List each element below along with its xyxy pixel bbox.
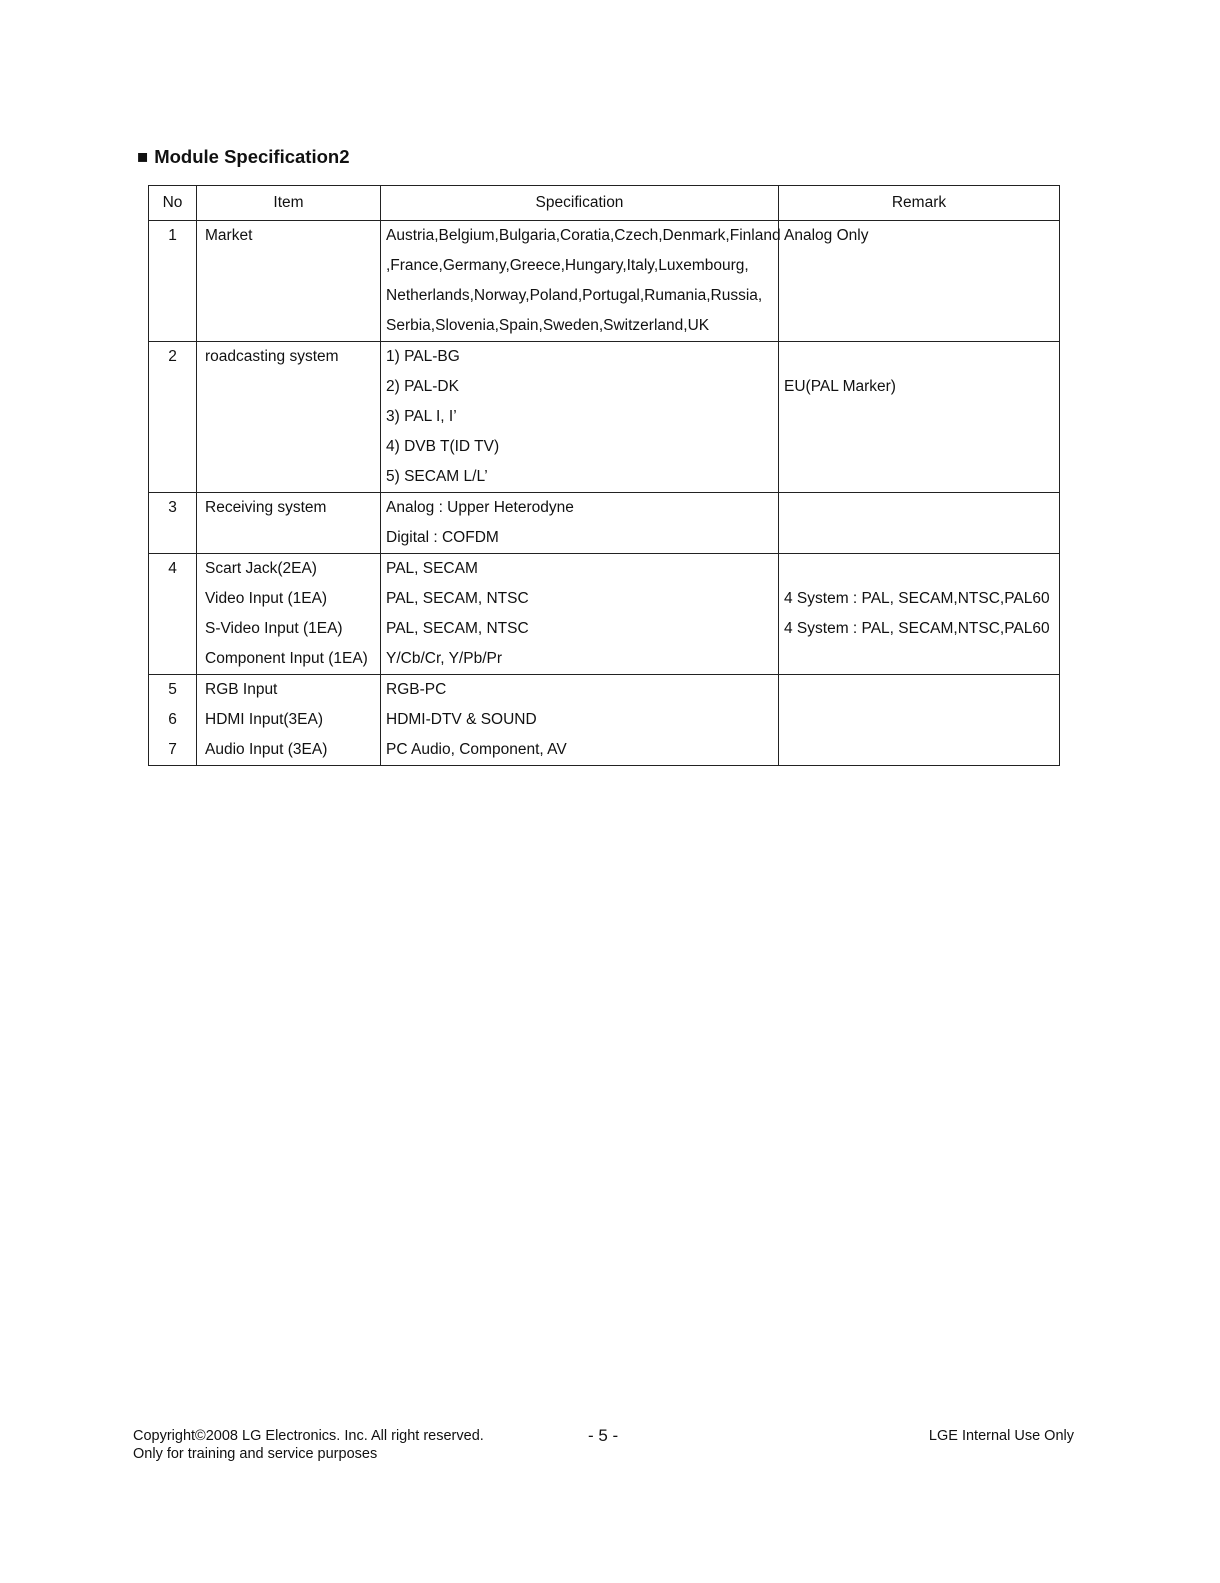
square-bullet-icon: ■ <box>137 146 149 167</box>
remark-cell <box>779 493 1060 554</box>
spec-line: HDMI-DTV & SOUND <box>386 711 537 728</box>
spec-line: PAL, SECAM <box>386 560 478 577</box>
remark-line: 4 System : PAL, SECAM,NTSC,PAL60 <box>784 620 1050 637</box>
footer-internal-notice: LGE Internal Use Only <box>928 1428 1074 1444</box>
item-line: HDMI Input(3EA) <box>205 711 324 728</box>
table-row <box>149 554 1060 675</box>
module-spec-table <box>148 185 1060 766</box>
spec-line: PAL, SECAM, NTSC <box>386 620 529 637</box>
remark-line <box>779 554 1059 584</box>
item-line: Audio Input (3EA) <box>205 741 328 758</box>
spec-line: Austria,Belgium,Bulgaria,Coratia,Czech,Denmark,Finland <box>386 227 781 244</box>
table-body <box>149 221 1060 766</box>
item-cell <box>197 221 381 342</box>
remark-line <box>779 342 1059 372</box>
spec-line: Analog : Upper Heterodyne <box>386 499 574 516</box>
remark-line: 4 System : PAL, SECAM,NTSC,PAL60 <box>784 590 1050 607</box>
row-number-cell <box>149 342 197 493</box>
remark-cell <box>779 221 1060 342</box>
remark-cell <box>779 342 1060 493</box>
specification-cell <box>381 675 779 766</box>
item-cell <box>197 493 381 554</box>
footer-left <box>133 1427 484 1463</box>
specification-cell <box>381 342 779 493</box>
spec-line: RGB-PC <box>386 681 447 698</box>
item-line: RGB Input <box>205 681 278 698</box>
spec-line: Serbia,Slovenia,Spain,Sweden,Switzerland,UK <box>386 317 710 334</box>
no-line: 3 <box>168 499 177 516</box>
section-title-text: Module Specification2 <box>154 146 350 167</box>
item-line: S-Video Input (1EA) <box>205 620 343 637</box>
item-line: Market <box>205 227 253 244</box>
header-no: No <box>149 186 197 221</box>
page-number: - 5 - <box>588 1426 619 1445</box>
table-row <box>149 221 1060 342</box>
row-number-cell <box>149 493 197 554</box>
no-line: 6 <box>168 711 177 728</box>
specification-cell <box>381 221 779 342</box>
row-number-cell <box>149 221 197 342</box>
no-line: 4 <box>168 560 177 577</box>
item-line: Video Input (1EA) <box>205 590 328 607</box>
spec-line: PAL, SECAM, NTSC <box>386 590 529 607</box>
table-row <box>149 493 1060 554</box>
no-line: 7 <box>168 741 177 758</box>
row-number-cell <box>149 675 197 766</box>
row-number-cell <box>149 554 197 675</box>
header-item: Item <box>197 186 381 221</box>
footer-copyright: Copyright©2008 LG Electronics. Inc. All right reserved. <box>133 1428 484 1444</box>
header-specification: Specification <box>381 186 779 221</box>
table-header-row <box>149 186 1060 221</box>
remark-cell <box>779 675 1060 766</box>
section-title <box>137 146 350 168</box>
table-row <box>149 675 1060 766</box>
spec-line: Digital : COFDM <box>386 529 499 546</box>
header-remark: Remark <box>779 186 1060 221</box>
footer-purpose: Only for training and service purposes <box>133 1446 378 1462</box>
no-line: 5 <box>168 681 177 698</box>
item-cell <box>197 342 381 493</box>
remark-cell <box>779 554 1060 675</box>
specification-cell <box>381 493 779 554</box>
spec-line: Y/Cb/Cr, Y/Pb/Pr <box>386 650 503 667</box>
no-line: 2 <box>168 348 177 365</box>
spec-line: 5) SECAM L/L’ <box>386 468 488 485</box>
item-line: roadcasting system <box>205 348 339 365</box>
item-cell <box>197 675 381 766</box>
spec-line: 1) PAL-BG <box>386 348 460 365</box>
remark-line: Analog Only <box>784 227 869 244</box>
spec-line: PC Audio, Component, AV <box>386 741 567 758</box>
spec-line: ,France,Germany,Greece,Hungary,Italy,Luxembourg, <box>386 257 749 274</box>
spec-line: Netherlands,Norway,Poland,Portugal,Rumania,Russia, <box>386 287 763 304</box>
item-line: Component Input (1EA) <box>205 650 368 667</box>
table-row <box>149 342 1060 493</box>
item-line: Scart Jack(2EA) <box>205 560 317 577</box>
no-line: 1 <box>168 227 177 244</box>
specification-cell <box>381 554 779 675</box>
spec-line: 3) PAL I, I’ <box>386 408 457 425</box>
item-line: Receiving system <box>205 499 327 516</box>
spec-line: 4) DVB T(ID TV) <box>386 438 500 455</box>
remark-line: EU(PAL Marker) <box>784 378 896 395</box>
spec-line: 2) PAL-DK <box>386 378 459 395</box>
item-cell <box>197 554 381 675</box>
